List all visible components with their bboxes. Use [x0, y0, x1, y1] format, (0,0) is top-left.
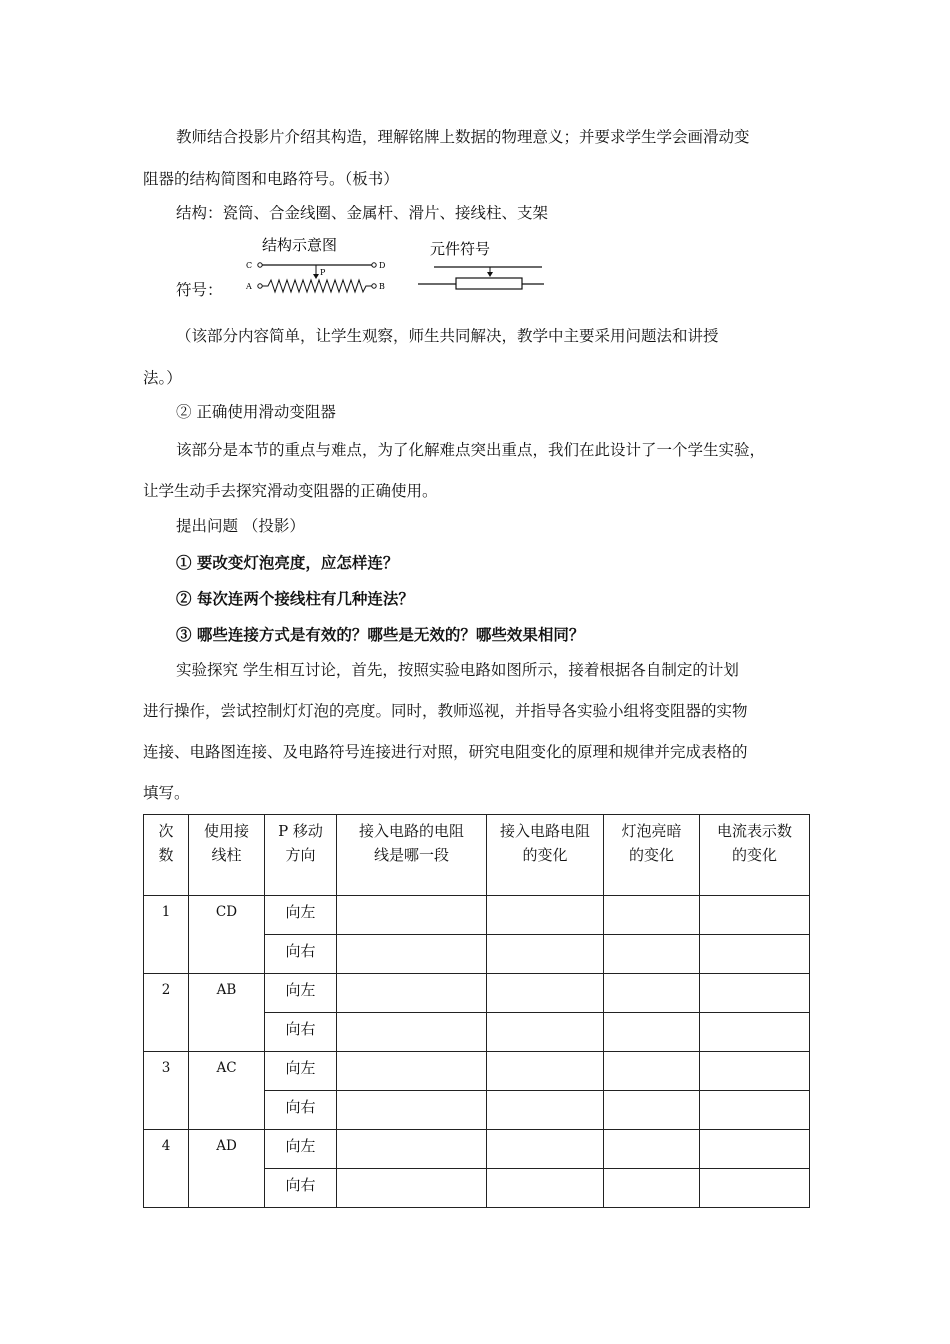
questions-title: 提出问题 （投影） [176, 517, 305, 535]
empty-cell [337, 1130, 487, 1169]
empty-cell [700, 935, 810, 974]
note-line2: 法。） [143, 369, 182, 387]
paragraph-keypoint-line1: 该部分是本节的重点与难点，为了化解难点突出重点，我们在此设计了一个学生实验， [176, 441, 766, 459]
structure-diagram [238, 234, 398, 298]
empty-cell [487, 1169, 604, 1208]
terminals-cell: AD [189, 1130, 265, 1208]
index-cell: 2 [144, 974, 189, 1052]
label-b: B [379, 282, 385, 291]
header-cell: 次 数 [144, 815, 189, 896]
empty-cell [337, 1013, 487, 1052]
direction-cell: 向左 [265, 1130, 337, 1169]
label-d: D [379, 261, 386, 270]
table-row [144, 1052, 810, 1091]
empty-cell [604, 1013, 700, 1052]
empty-cell [487, 1052, 604, 1091]
empty-cell [337, 1091, 487, 1130]
empty-cell [700, 974, 810, 1013]
empty-cell [700, 1091, 810, 1130]
paragraph-intro-line1: 教师结合投影片介绍其构造，理解铭牌上数据的物理意义；并要求学生学会画滑动变 [176, 128, 750, 146]
question-3: ③ 哪些连接方式是有效的？哪些是无效的？哪些效果相同？ [176, 625, 585, 644]
terminals-cell: AB [189, 974, 265, 1052]
index-cell: 4 [144, 1130, 189, 1208]
direction-cell: 向左 [265, 1052, 337, 1091]
empty-cell [604, 1130, 700, 1169]
header-cell: 接入电路的电阻 线是哪一段 [337, 815, 487, 896]
structure-diagram-title: 结构示意图 [262, 236, 338, 254]
header-cell: 灯泡亮暗 的变化 [604, 815, 700, 896]
header-cell: 电流表示数 的变化 [700, 815, 810, 896]
index-cell: 3 [144, 1052, 189, 1130]
paragraph-experiment-line1: 实验探究 学生相互讨论，首先，按照实验电路如图所示，接着根据各自制定的计划 [176, 661, 739, 679]
paragraph-experiment-line3: 连接、电路图连接、及电路符号连接进行对照，研究电阻变化的原理和规律并完成表格的 [143, 743, 748, 761]
paragraph-experiment-line2: 进行操作，尝试控制灯灯泡的亮度。同时，教师巡视，并指导各实验小组将变阻器的实物 [143, 702, 748, 720]
direction-cell: 向左 [265, 896, 337, 935]
empty-cell [604, 1169, 700, 1208]
paragraph-intro-line2: 阻器的结构简图和电路符号。（板书） [143, 170, 399, 188]
section-heading: ② 正确使用滑动变阻器 [176, 403, 336, 421]
header-cell: P 移动 方向 [265, 815, 337, 896]
empty-cell [487, 896, 604, 935]
table-row [144, 974, 810, 1013]
terminals-cell: AC [189, 1052, 265, 1130]
empty-cell [487, 1130, 604, 1169]
header-cell: 接入电路电阻 的变化 [487, 815, 604, 896]
empty-cell [337, 896, 487, 935]
direction-cell: 向左 [265, 974, 337, 1013]
label-a: A [246, 282, 252, 291]
question-1: ① 要改变灯泡亮度，应怎样连？ [176, 553, 399, 572]
empty-cell [337, 974, 487, 1013]
direction-cell: 向右 [265, 935, 337, 974]
label-c: C [246, 261, 253, 270]
symbol-diagram [416, 238, 546, 296]
header-cell: 使用接 线柱 [189, 815, 265, 896]
empty-cell [700, 1130, 810, 1169]
direction-cell: 向右 [265, 1091, 337, 1130]
empty-cell [604, 1091, 700, 1130]
experiment-table [143, 814, 810, 1208]
question-2: ② 每次连两个接线柱有几种连法？ [176, 589, 414, 608]
empty-cell [700, 1013, 810, 1052]
paragraph-experiment-line4: 填写。 [143, 784, 190, 802]
empty-cell [337, 935, 487, 974]
empty-cell [604, 935, 700, 974]
empty-cell [337, 1169, 487, 1208]
paragraph-keypoint-line2: 让学生动手去探究滑动变阻器的正确使用。 [143, 482, 438, 500]
empty-cell [700, 1052, 810, 1091]
empty-cell [700, 896, 810, 935]
structure-line: 结构：瓷筒、合金线圈、金属杆、滑片、接线柱、支架 [176, 204, 549, 222]
empty-cell [337, 1052, 487, 1091]
empty-cell [487, 935, 604, 974]
empty-cell [700, 1169, 810, 1208]
symbol-diagram-title: 元件符号 [430, 240, 491, 258]
symbol-label: 符号： [176, 281, 223, 299]
index-cell: 1 [144, 896, 189, 974]
table-row [144, 1130, 810, 1169]
table-row [144, 896, 810, 935]
label-p: P [320, 268, 326, 277]
empty-cell [604, 896, 700, 935]
empty-cell [487, 974, 604, 1013]
empty-cell [487, 1013, 604, 1052]
table-header-row [144, 815, 810, 896]
empty-cell [604, 974, 700, 1013]
empty-cell [604, 1052, 700, 1091]
note-line1: （该部分内容简单，让学生观察，师生共同解决，教学中主要采用问题法和讲授 [176, 327, 719, 345]
empty-cell [487, 1091, 604, 1130]
direction-cell: 向右 [265, 1013, 337, 1052]
terminals-cell: CD [189, 896, 265, 974]
direction-cell: 向右 [265, 1169, 337, 1208]
